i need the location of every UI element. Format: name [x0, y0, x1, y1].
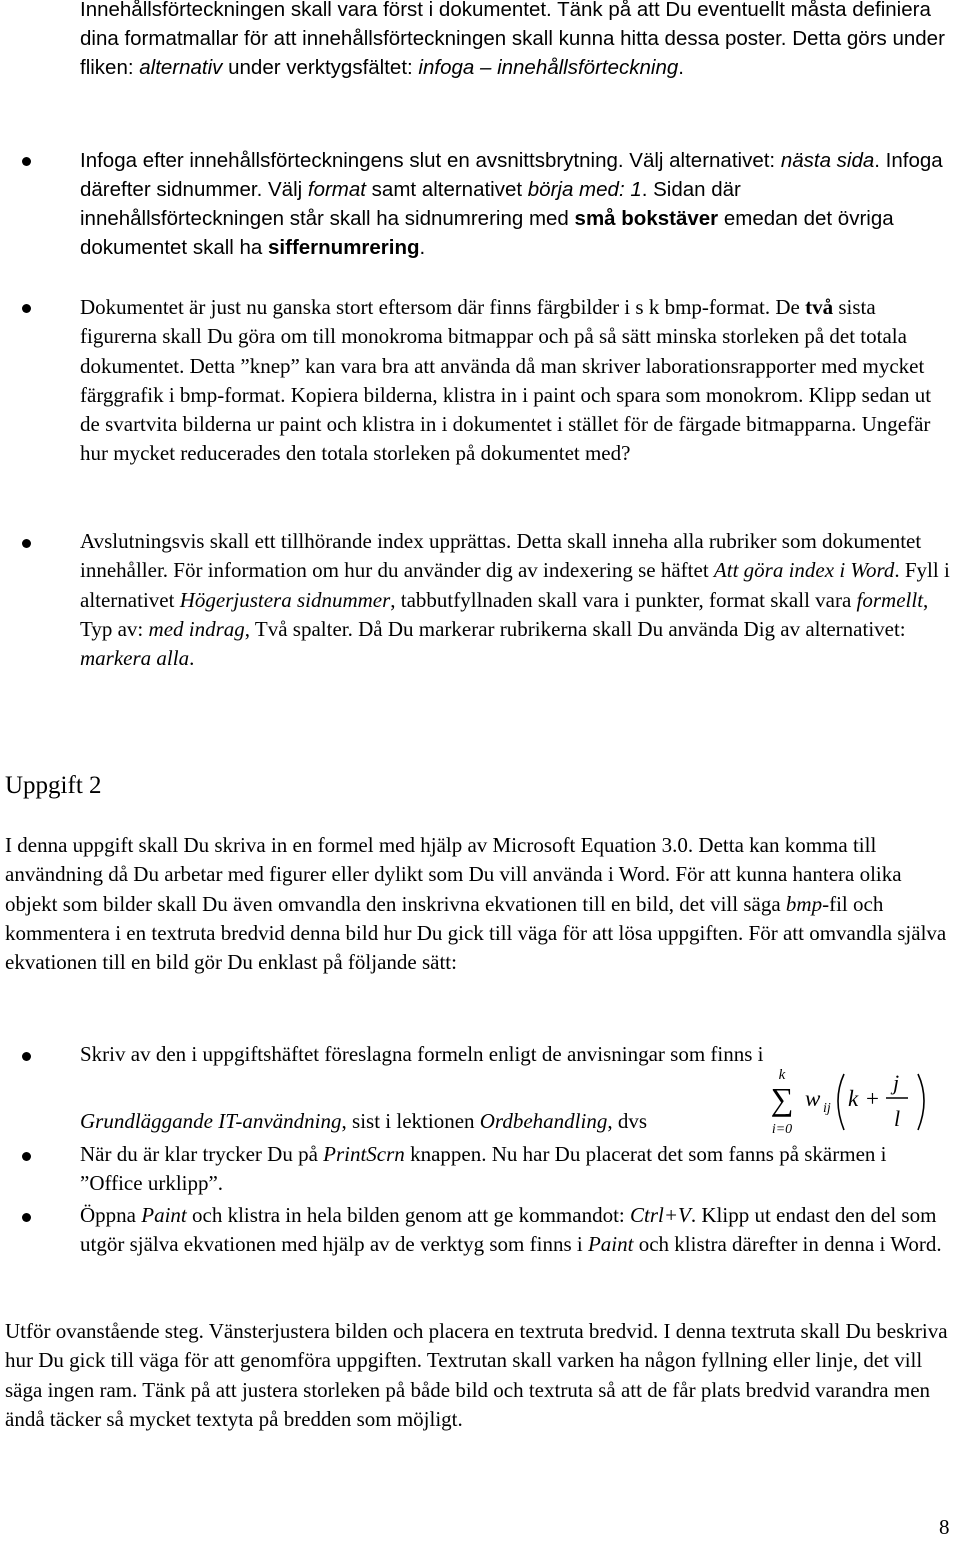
outro-paragraph: Utför ovanstående steg. Vänsterjustera bilden och placera en textruta bredvid. I denna textruta skall Du beskriva hur Du gick till väga för att genomföra uppgiften. Textrutan skall varken ha någon fyllning eller linje, det vill säga ingen ram. Tänk på att justera storleken på både bild och textruta så att de får plats bredvid varandra men ändå täcker så mycket textyta på bredden som möjligt.	[5, 1319, 948, 1431]
text-run: Avslutningsvis skall ett tillhörande index upprättas. Detta skall inneha alla rubriker som dokumentet innehåller. För information om hur du använder dig av indexering se häftet	[80, 529, 922, 583]
instruction-paragraph-toc	[80, 0, 950, 82]
list-item-text	[80, 1140, 950, 1199]
plus-sign: +	[866, 1086, 879, 1111]
text-run: , Två spalter. Då Du markerar rubrikerna skall Du använda Dig av alternativet:	[244, 616, 906, 641]
text-run: knappen. Nu har Du placerat det som fanns på skärmen i ”Office urklipp”.	[80, 1142, 887, 1196]
text-run: Dokumentet är just nu ganska stort eftersom där finns färgbilder i s k bmp-format. De	[80, 295, 806, 319]
denominator-l: l	[893, 1106, 901, 1131]
text-run: och klistra därefter in denna i Word.	[633, 1232, 942, 1257]
text-run-italic: nästa sida	[780, 149, 875, 172]
sum-upper-limit: k	[778, 1067, 786, 1083]
text-run: .	[189, 646, 195, 671]
text-run-bold: små bokstäver	[574, 207, 719, 230]
text-run-italic: alternativ	[139, 56, 223, 79]
text-run: emedan det övriga dokumentet skall ha	[80, 207, 894, 259]
bullet-icon	[22, 157, 31, 166]
page-number: 8	[939, 1515, 950, 1539]
text-run: När du är klar trycker Du på	[80, 1142, 324, 1166]
text-run-italic: format	[307, 178, 366, 201]
text-run-italic: börja med: 1	[527, 178, 642, 201]
list-item-text	[80, 146, 950, 262]
text-run: , tabbutfyllnaden skall vara i punkter, format skall vara	[390, 587, 857, 612]
text-run: samt alternativet	[365, 178, 528, 201]
text-run: . Klipp ut endast den del som utgör själva ekvationen med hjälp av de verktyg som finns i	[80, 1203, 937, 1257]
text-run-bold: siffernumrering	[268, 236, 420, 259]
text-run-italic: Ctrl+V	[630, 1203, 691, 1227]
text-run: I denna uppgift skall Du skriva in en formel med hjälp av Microsoft Equation 3.0. Detta kan komma till användning då Du arbetar med figurer eller dylikt som Du vill använda i Word. För att kunna hantera olika objekt som bilder skall Du även omvandla den inskrivna ekvationen till en bild, det vill säga	[5, 833, 902, 916]
text-run: Öppna	[80, 1203, 142, 1227]
formula-reference-line	[80, 1107, 647, 1136]
text-run: Infoga efter innehållsförteckningens slut en avsnittsbrytning. Välj alternativet:	[80, 149, 781, 172]
text-run-italic: markera alla	[80, 646, 190, 671]
text-run-italic: med indrag	[148, 616, 245, 641]
numerator-j: j	[892, 1070, 900, 1095]
text-run: , Typ av:	[80, 587, 929, 641]
subscript-ij: ij	[823, 1101, 831, 1116]
text-run: och klistra in hela bilden genom att ge kommandot:	[186, 1203, 630, 1227]
text-run: .	[678, 56, 684, 79]
text-run-italic: Grundläggande IT-användning	[80, 1109, 342, 1133]
text-run-italic: Paint	[587, 1232, 634, 1257]
list-item-text	[80, 1201, 950, 1260]
bullet-icon	[22, 1213, 31, 1222]
bullet-icon	[22, 1052, 31, 1061]
variable-k: k	[848, 1086, 859, 1111]
text-run: . Fyll i alternativet	[80, 558, 950, 612]
text-run-italic: Paint	[141, 1203, 187, 1227]
text-run-italic: Högerjustera sidnummer	[179, 587, 391, 612]
bullet-icon	[22, 304, 31, 313]
text-run: .	[419, 236, 426, 259]
summation-formula	[758, 1060, 938, 1140]
text-run: . Sidan där innehållsförteckningen står skall ha sidnumrering med	[80, 178, 741, 230]
text-run: under verktygsfältet:	[222, 56, 419, 79]
left-paren	[838, 1074, 844, 1130]
sum-lower-limit: i=0	[771, 1122, 793, 1137]
list-item-text	[80, 527, 950, 673]
text-run: . Infoga därefter sidnummer. Välj	[80, 149, 943, 201]
sigma-icon: ∑	[770, 1081, 794, 1117]
text-run-italic: bmp	[785, 891, 823, 916]
variable-w: w	[805, 1086, 821, 1111]
right-paren	[918, 1074, 924, 1130]
text-run-italic: formellt	[856, 587, 924, 612]
bullet-icon	[22, 539, 31, 548]
text-run-italic: infoga – innehållsförteckning	[418, 56, 679, 79]
list-item-text	[80, 293, 950, 469]
text-run-bold: två	[805, 295, 834, 319]
section-heading: Uppgift 2	[5, 772, 102, 799]
bullet-icon	[22, 1152, 31, 1161]
text-run-italic: Ordbehandling	[479, 1109, 608, 1133]
text-run: , sist i lektionen	[341, 1109, 480, 1133]
text-run: sista figurerna skall Du göra om till monokroma bitmappar och på så sätt minska storleken på det totala dokumentet. Detta ”knep” kan vara bra att använda då man skriver laborationsrapporter med mycket färggrafik i bmp-format. Kopiera bilderna, klistra in i paint och spara som monokrom. Klipp sedan ut de svartvita bilderna ur paint och klistra in i dokumentet i stället för de färgade bitmapparna. Ungefär hur mycket reducerades den totala storleken på dokumentet med?	[80, 295, 932, 466]
text-run: -fil och kommentera i en textruta bredvid denna bild hur Du gick till väga för att lösa uppgiften. För att omvandla själva ekvationen till en bild gör Du enklast på följande sätt:	[5, 891, 947, 975]
text-run-italic: PrintScrn	[323, 1142, 405, 1166]
intro-paragraph	[5, 831, 950, 977]
text-run: Innehållsförteckningen skall vara först i dokumentet. Tänk på att Du eventuellt måsta definiera dina formatmallar för att innehållsförteckningen skall kunna hitta dessa poster. Detta görs under fliken:	[80, 0, 945, 79]
list-item-text: Skriv av den i uppgiftshäftet föreslagna formeln enligt de anvisningar som finns i	[80, 1042, 764, 1066]
text-run-italic: Att göra index i Word	[713, 558, 895, 583]
text-run: , dvs	[607, 1109, 648, 1133]
